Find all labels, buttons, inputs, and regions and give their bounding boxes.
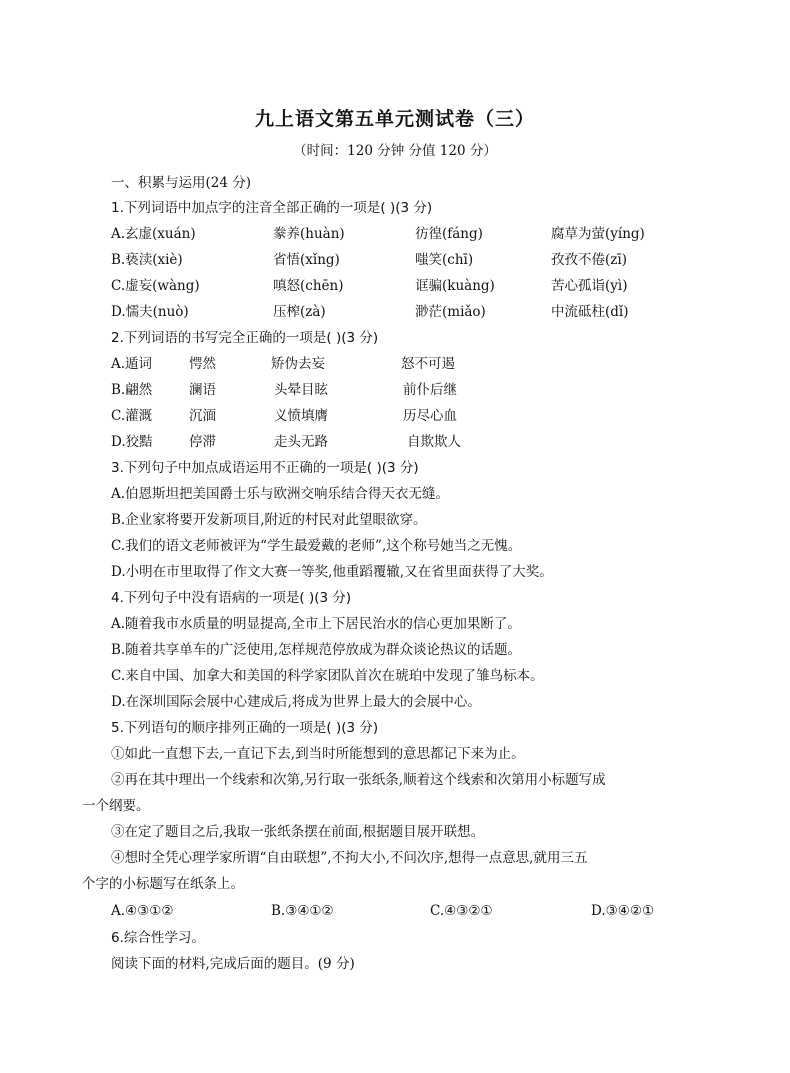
question-3-option-b: B.企业家将要开发新项目,附近的村民对此望眼欲穿。 bbox=[111, 512, 427, 528]
sentence-1: ①如此一直想下去,一直记下去,到当时所能想到的意思都记下来为止。 bbox=[111, 746, 525, 762]
option-cell: 孜孜不倦(zī) bbox=[551, 252, 627, 268]
choice-d: D.③④②① bbox=[591, 903, 655, 919]
choice-a: A.④③①② bbox=[111, 903, 174, 919]
option-cell: 怒不可遏 bbox=[401, 356, 455, 372]
question-4-option-c: C.来自中国、加拿大和美国的科学家团队首次在琥珀中发现了雏鸟标本。 bbox=[111, 668, 544, 684]
question-5-stem: 5.下列语句的顺序排列正确的一项是( )(3 分) bbox=[111, 720, 379, 736]
option-cell: D.狡黠 bbox=[111, 434, 153, 450]
option-cell: A.遁词 bbox=[111, 356, 153, 372]
question-2-stem: 2.下列词语的书写完全正确的一项是( )(3 分) bbox=[111, 330, 379, 346]
sentence-4-line-2: 个字的小标题写在纸条上。 bbox=[82, 876, 244, 892]
question-6-instruction: 阅读下面的材料,完成后面的题目。(9 分) bbox=[111, 956, 355, 972]
option-cell: C.虚妄(wàng) bbox=[111, 278, 200, 294]
option-cell: 矫伪去妄 bbox=[271, 356, 325, 372]
option-cell: 嗔怒(chēn) bbox=[273, 278, 344, 294]
question-4-option-d: D.在深圳国际会展中心建成后,将成为世界上最大的会展中心。 bbox=[111, 694, 481, 710]
page-subtitle: （时间：120 分钟 分值 120 分） bbox=[293, 143, 497, 159]
option-cell: 自欺欺人 bbox=[407, 434, 461, 450]
option-cell: 义愤填膺 bbox=[274, 408, 328, 424]
sentence-2-line-2: 一个纲要。 bbox=[82, 798, 150, 814]
question-3-option-a: A.伯恩斯坦把美国爵士乐与欧洲交响乐结合得天衣无缝。 bbox=[111, 486, 450, 502]
option-cell: 走头无路 bbox=[274, 434, 328, 450]
option-cell: 彷徨(fáng) bbox=[415, 226, 483, 242]
question-5-choices bbox=[111, 902, 711, 920]
question-3-option-d: D.小明在市里取得了作文大赛一等奖,他重蹈覆辙,又在省里面获得了大奖。 bbox=[111, 564, 553, 580]
option-cell: 省悟(xǐng) bbox=[273, 252, 340, 268]
option-cell: 历尽心血 bbox=[403, 408, 457, 424]
option-cell: 愕然 bbox=[189, 356, 216, 372]
option-cell: 苦心孤诣(yì) bbox=[551, 278, 628, 294]
question-6-stem: 6.综合性学习。 bbox=[111, 930, 205, 946]
question-3-option-c: C.我们的语文老师被评为“学生最爱戴的老师”,这个称号她当之无愧。 bbox=[111, 538, 522, 554]
question-4-option-b: B.随着共享单车的广泛使用,怎样规范停放成为群众谈论热议的话题。 bbox=[111, 642, 522, 658]
option-cell: 渺茫(miǎo) bbox=[415, 304, 486, 320]
option-cell: 诓骗(kuàng) bbox=[415, 278, 495, 294]
option-cell: 澜语 bbox=[189, 382, 216, 398]
option-cell: 头晕目眩 bbox=[274, 382, 328, 398]
choice-c: C.④③②① bbox=[430, 903, 493, 919]
sentence-4-line-1: ④想时全凭心理学家所谓“自由联想”,不拘大小,不问次序,想得一点意思,就用三五 bbox=[111, 850, 588, 866]
option-cell: 豢养(huàn) bbox=[273, 226, 345, 242]
option-cell: B.翩然 bbox=[111, 382, 153, 398]
question-4-option-a: A.随着我市水质量的明显提高,全市上下居民治水的信心更加果断了。 bbox=[111, 616, 521, 632]
question-1-stem: 1.下列词语中加点字的注音全部正确的一项是( )(3 分) bbox=[111, 200, 433, 216]
option-cell: 腐草为萤(yíng) bbox=[551, 226, 645, 242]
question-3-stem: 3.下列句子中加点成语运用不正确的一项是( )(3 分) bbox=[111, 460, 419, 476]
section-heading: 一、积累与运用(24 分) bbox=[111, 175, 252, 191]
sentence-2-line-1: ②再在其中理出一个线索和次第,另行取一张纸条,顺着这个线索和次第用小标题写成 bbox=[111, 772, 606, 788]
option-cell: D.懦夫(nuò) bbox=[111, 304, 189, 320]
option-cell: 前仆后继 bbox=[403, 382, 457, 398]
option-cell: A.玄虚(xuán) bbox=[111, 226, 196, 242]
choice-b: B.③④①② bbox=[271, 903, 334, 919]
option-cell: 嗤笑(chī) bbox=[415, 252, 474, 268]
option-cell: 中流砥柱(dǐ) bbox=[551, 304, 629, 320]
option-cell: C.灌溉 bbox=[111, 408, 153, 424]
question-4-stem: 4.下列句子中没有语病的一项是( )(3 分) bbox=[111, 590, 352, 606]
option-cell: 沉湎 bbox=[189, 408, 216, 424]
option-cell: 压榨(zà) bbox=[273, 304, 326, 320]
sentence-3: ③在定了题目之后,我取一张纸条摆在前面,根据题目展开联想。 bbox=[111, 824, 485, 840]
option-cell: 停滞 bbox=[189, 434, 216, 450]
page-title: 九上语文第五单元测试卷（三） bbox=[254, 108, 535, 130]
option-cell: B.亵渎(xiè) bbox=[111, 252, 183, 268]
